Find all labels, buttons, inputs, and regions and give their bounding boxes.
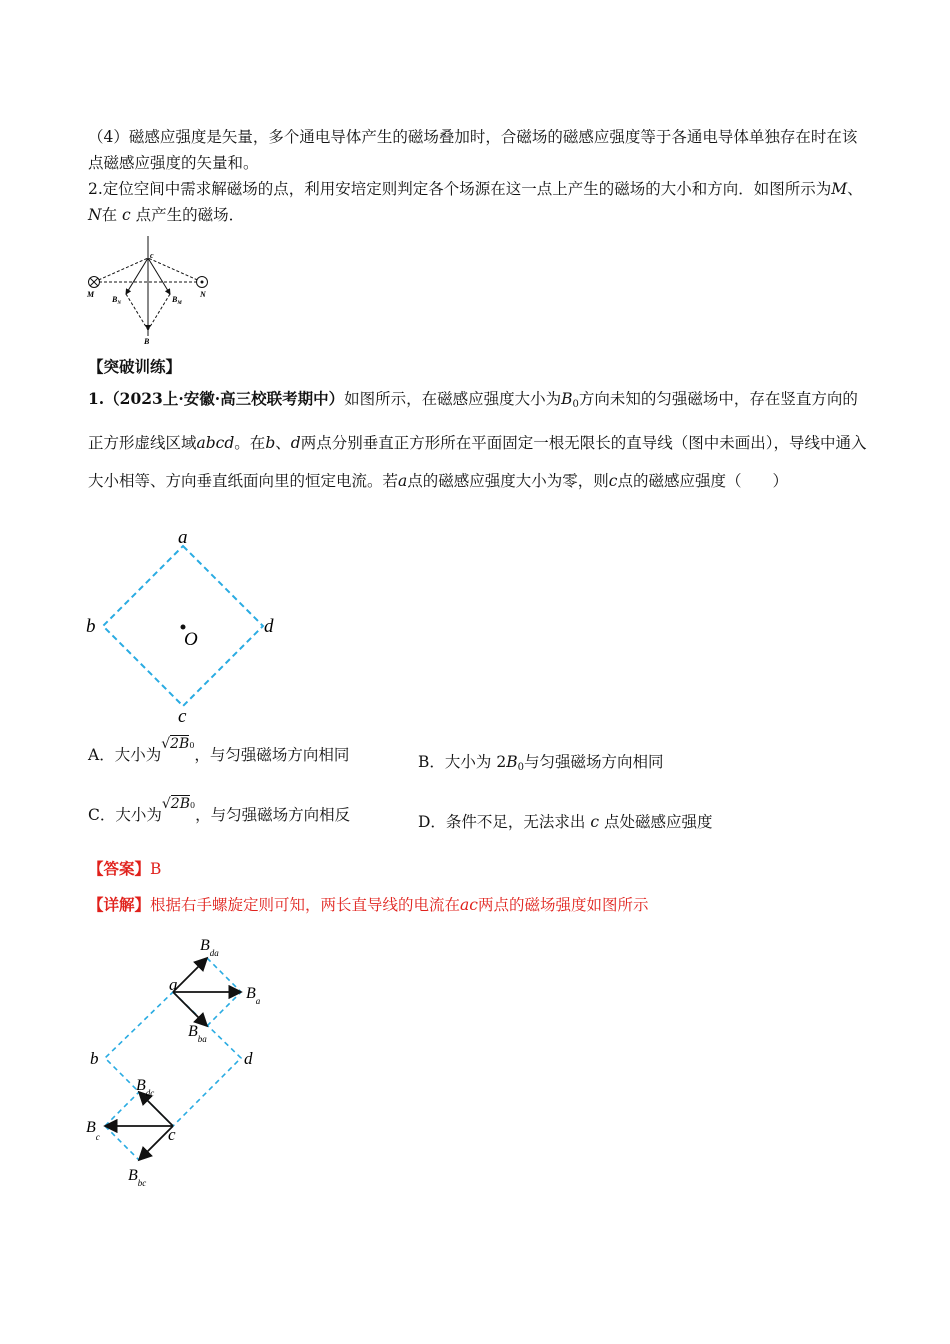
- label-BN: $B_N$: [112, 295, 121, 306]
- symbol-abcd: abcd: [196, 434, 235, 452]
- text: 2.定位空间中需求解磁场的点，利用安培定则判定各个场源在这一点上产生的磁场的大小和方向．如图所示为: [88, 180, 832, 198]
- symbol-c: c: [608, 472, 618, 490]
- label-a: a: [178, 527, 188, 548]
- text: 、: [847, 180, 863, 198]
- label-c: c: [150, 251, 154, 260]
- text: 两点的磁场强度如图所示: [477, 896, 649, 914]
- figure-MN-field: [84, 236, 224, 346]
- symbol-B: B: [506, 753, 518, 771]
- symbol-c: c: [122, 206, 131, 224]
- label-N: N: [200, 290, 206, 299]
- text: 如图所示，在磁感应强度大小为: [344, 390, 562, 408]
- figure-square-abcd: [82, 526, 282, 726]
- label-M: M: [87, 290, 95, 299]
- sqrt-expression: √2B0: [161, 796, 196, 812]
- option-D[interactable]: [418, 810, 713, 832]
- label-b: b: [90, 1049, 99, 1068]
- text: 、: [275, 434, 291, 452]
- symbol-c: c: [590, 813, 600, 831]
- paragraph-vector-sum: [88, 124, 868, 176]
- detail-label: 【详解】: [88, 895, 151, 914]
- label-B: B: [144, 337, 150, 346]
- option-A-text: ，与匀强磁场方向相同: [194, 746, 350, 764]
- text: 点的磁感应强度（ ）: [617, 472, 788, 490]
- text: 点产生的磁场．: [135, 206, 245, 224]
- label-Bc: $B_c$: [86, 1119, 100, 1142]
- label-d: d: [244, 1049, 253, 1068]
- paragraph-text: （4）磁感应强度是矢量，多个通电导体产生的磁场叠加时，合磁场的磁感应强度等于各通电导体单独存在时在该点磁感应强度的矢量和。: [88, 128, 858, 172]
- text: 在: [101, 206, 118, 224]
- sqrt-expression: √2B0: [161, 736, 195, 752]
- label-Bdc: $B_{dc}$: [136, 1077, 155, 1098]
- text: 两点分别垂直正方形所在平面固定一根无限长的直导线（图中未画出），导线中通入大小相等、方向垂直纸面向里的恒定电流。若: [88, 434, 867, 490]
- symbol-a: a: [398, 472, 408, 490]
- label-c: c: [168, 1125, 176, 1144]
- symbol-d: d: [290, 434, 301, 452]
- option-B-text: 与匀强磁场方向相同: [523, 753, 664, 771]
- symbol-N: N: [88, 206, 102, 224]
- option-D-label: D．条件不足，无法求出: [418, 813, 586, 831]
- label-Ba: $B_a$: [246, 985, 261, 1006]
- label-d: d: [264, 616, 274, 637]
- option-C-text: ，与匀强磁场方向相反: [195, 806, 351, 824]
- text: 。在: [234, 434, 266, 452]
- label-Bda: $B_{da}$: [200, 937, 219, 958]
- answer-label: 【答案】: [88, 859, 151, 878]
- label-Bbc: $B_{bc}$: [128, 1167, 147, 1188]
- option-C-label: C．大小为: [88, 806, 162, 824]
- label-O: O: [184, 629, 198, 650]
- text: 点的磁感应强度大小为零，则: [407, 472, 609, 490]
- subscript: 0: [517, 762, 524, 773]
- paragraph-locate-point: [88, 176, 868, 228]
- option-B[interactable]: [418, 750, 663, 773]
- answer-value: B: [150, 860, 162, 878]
- text: 方向未知的匀强磁场中，存在竖直方向的正方形虚线区域: [88, 390, 858, 452]
- option-D-text: 点处磁感应强度: [604, 813, 713, 831]
- section-title: 【突破训练】: [88, 357, 182, 376]
- text: 根据右手螺旋定则可知，两长直导线的电流在: [150, 896, 461, 914]
- label-BM: $B_M$: [172, 295, 182, 306]
- option-A[interactable]: [88, 736, 349, 765]
- symbol-ac: ac: [460, 896, 478, 914]
- option-A-label: A．大小为: [88, 746, 162, 764]
- label-a: a: [169, 975, 178, 994]
- label-c: c: [178, 706, 187, 727]
- label-Bba: $B_{ba}$: [188, 1023, 207, 1044]
- detail-line: [88, 892, 868, 918]
- symbol-b: b: [265, 434, 276, 452]
- option-B-label: B．大小为 2: [418, 753, 507, 771]
- symbol-M: M: [831, 180, 848, 198]
- option-C[interactable]: [88, 796, 350, 825]
- symbol-B0: $B_0$: [561, 390, 579, 410]
- label-b: b: [86, 616, 96, 637]
- answer-line: [88, 856, 868, 882]
- figure-field-vectors: [82, 930, 302, 1190]
- question-number: 1.（2023上·安徽·高三校联考期中）: [88, 389, 345, 408]
- question-1: [88, 380, 868, 500]
